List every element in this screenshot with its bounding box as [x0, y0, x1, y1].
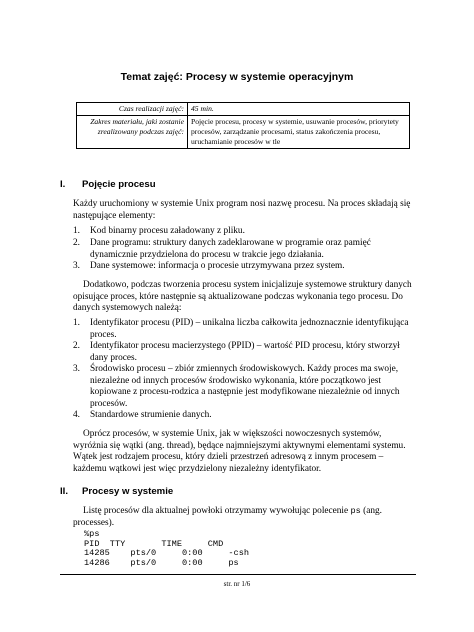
- table-row: [77, 103, 410, 116]
- list-number: 3.: [73, 364, 80, 374]
- paragraph-threads: Oprócz procesów, w systemie Unix, jak w większości nowoczesnych systemów, wyróżnia się wątki (ang. thread), będące najmniejszymi aktywnymi elementami systemu. Wątek jest rodzajem procesu, który dzieli przestrzeń adresową z innym procesem – każdemu wątkowi jest więc przydzielony niezależny identyfikator.: [73, 429, 406, 474]
- list-text: Środowisko procesu – zbiór zmiennych środowiskowych. Każdy proces ma swoje, niezależne od innych procesów środowisko wykonania, które początkowo jest kopiowane z procesu-rodzica a następnie jest modyfikowane niezależnie od innych procesów.: [90, 364, 400, 409]
- code-block: %ps PID TTY TIME CMD 14285 pts/0 0:00 -csh 14286 pts/0 0:00 ps: [84, 529, 250, 568]
- list-text: Dane systemowe: informacja o procesie utrzymywana przez system.: [90, 261, 345, 271]
- list-number: 1.: [73, 226, 80, 236]
- page-title: Temat zajęć: Procesy w systemie operacyjnym: [120, 71, 354, 83]
- section-number: II.: [60, 486, 68, 497]
- section-title: Procesy w systemie: [82, 486, 174, 497]
- page-number: str. nr 1/6: [223, 580, 251, 588]
- list-text: Identyfikator procesu (PID) – unikalna liczba całkowita jednoznacznie identyfikująca proces.: [90, 318, 409, 340]
- list-number: 1.: [73, 318, 80, 328]
- paragraph-system-data: Dodatkowo, podczas tworzenia procesu system inicjalizuje systemowe struktury danych opisujące proces, które następnie są aktualizowane podczas wykonania tego procesu. Do danych systemowych należą:: [73, 280, 412, 313]
- command-name: ps: [350, 506, 361, 516]
- info-value: 45 min.: [188, 103, 410, 116]
- info-label: Czas realizacji zajęć:: [77, 103, 188, 116]
- section-number: I.: [60, 179, 66, 190]
- paragraph-text: (ang. processes).: [73, 506, 382, 528]
- info-table: [76, 102, 410, 149]
- table-row: [77, 116, 410, 149]
- list-number: 2.: [73, 238, 80, 248]
- list-text: Standardowe strumienie danych.: [90, 410, 212, 420]
- list-text: Identyfikator procesu macierzystego (PPID) – wartość PID procesu, który stworzył dany proces.: [90, 341, 400, 363]
- list-number: 2.: [73, 341, 80, 351]
- info-value: Pojęcie procesu, procesy w systemie, usuwanie procesów, priorytety procesów, zarządzanie procesami, status zakończenia procesu, uruchamianie procesów w tle: [188, 116, 410, 149]
- paragraph-text: Listę procesów dla aktualnej powłoki otrzymamy wywołując polecenie: [83, 506, 351, 516]
- info-label: Zakres materiału, jaki zostanie zrealizowany podczas zajęć:: [77, 116, 188, 149]
- section-title: Pojęcie procesu: [82, 179, 156, 190]
- section-heading: [60, 486, 173, 497]
- list-number: 4.: [73, 410, 80, 420]
- footer-rule: [60, 574, 416, 575]
- list-text: Kod binarny procesu załadowany z pliku.: [90, 226, 245, 236]
- list-text: Dane programu: struktury danych zadeklarowane w programie oraz pamięć dynamicznie przydzielona do procesu w trakcie jego działania.: [90, 238, 371, 260]
- paragraph-intro: Każdy uruchomiony w systemie Unix program nosi nazwę procesu. Na proces składają się następujące elementy:: [73, 199, 411, 221]
- section-heading: [60, 179, 156, 190]
- list-number: 3.: [73, 261, 80, 271]
- paragraph-ps: [73, 506, 413, 529]
